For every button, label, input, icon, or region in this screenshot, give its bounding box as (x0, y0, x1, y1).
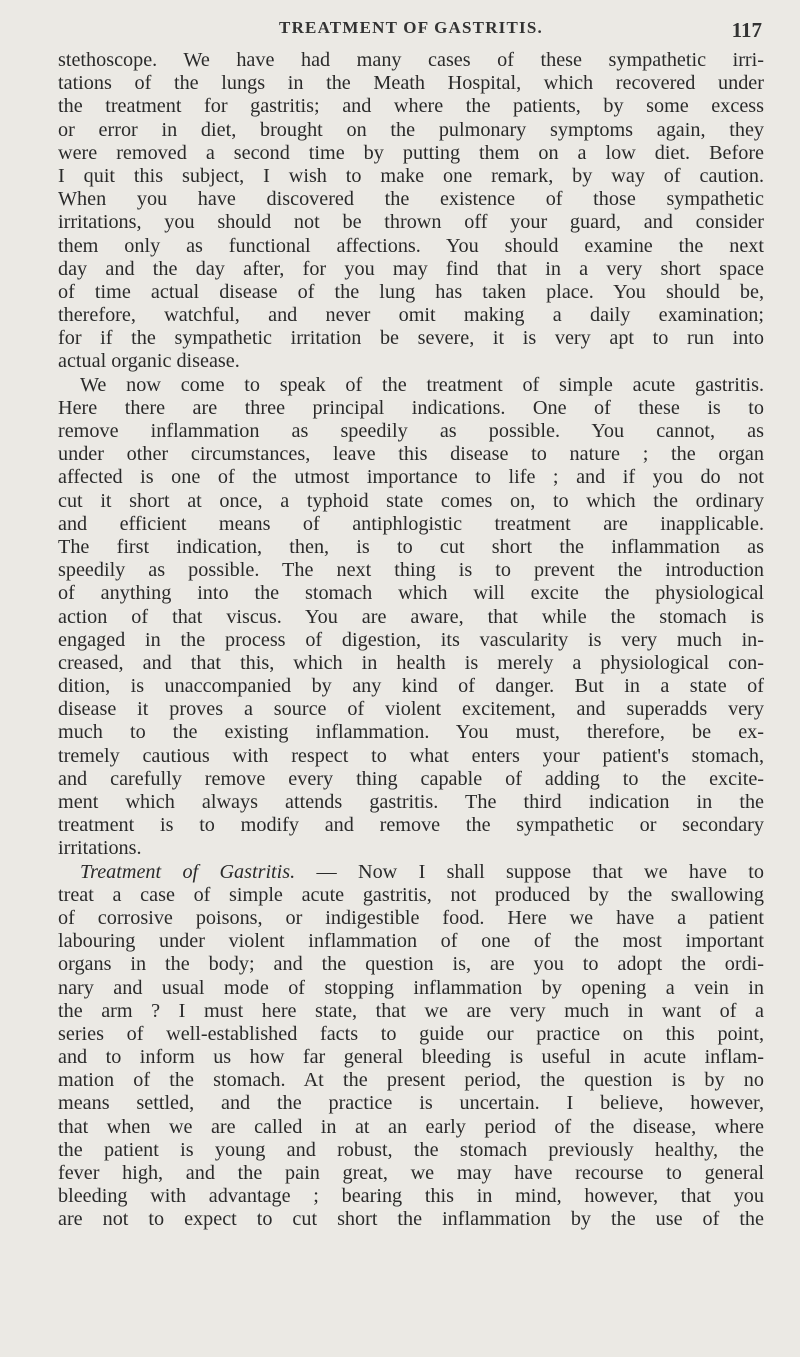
line-text: stethoscope. We have had many cases of these sympathetic irri- (58, 49, 764, 71)
line-text: organs in the body; and the question is, are you to adopt the ordi- (58, 953, 764, 976)
line-text: When you have discovered the existence of those sympathetic (58, 188, 764, 211)
text-line (58, 930, 764, 953)
line-text: engaged in the process of digestion, its vascularity is very much in- (58, 628, 764, 651)
text-line (58, 652, 764, 675)
text-line (58, 675, 764, 698)
text-line (58, 814, 764, 837)
text-line (58, 629, 764, 652)
line-text: the treatment for gastritis; and where the patients, by some excess (58, 95, 764, 118)
text-line (58, 188, 764, 211)
text-line (58, 95, 764, 118)
text-line (58, 1046, 764, 1069)
text-line (58, 258, 764, 281)
text-line (58, 420, 764, 443)
text-line (58, 721, 764, 744)
text-line (58, 211, 764, 234)
line-text: action of that viscus. You are aware, that while the stomach is (58, 605, 764, 628)
line-text: of corrosive poisons, or indigestible food. Here we have a patient (58, 906, 764, 929)
text-line (58, 582, 764, 605)
line-text: I quit this subject, I wish to make one remark, by way of caution. (58, 164, 764, 187)
text-line (58, 235, 764, 258)
line-text: under other circumstances, leave this disease to nature ; the organ (58, 443, 764, 466)
text-line (58, 745, 764, 768)
line-text: speedily as possible. The next thing is to prevent the introduction (58, 559, 764, 582)
line-text: tations of the lungs in the Meath Hospital, which recovered under (58, 72, 764, 95)
text-line (58, 119, 764, 142)
text-line (58, 466, 764, 489)
line-text: treatment is to modify and remove the sympathetic or secondary (58, 814, 764, 837)
text-line (58, 304, 764, 327)
text-line (58, 49, 764, 72)
text-line (58, 350, 764, 373)
text-line (58, 953, 764, 976)
line-text: were removed a second time by putting them on a low diet. Before (58, 141, 764, 164)
line-text: bleeding with advantage ; bearing this in mind, however, that you (58, 1185, 764, 1208)
page-number: 117 (731, 18, 762, 42)
text-line (58, 1000, 764, 1023)
text-line (58, 698, 764, 721)
text-line (58, 606, 764, 629)
line-text: the patient is young and robust, the stomach previously healthy, the (58, 1138, 764, 1161)
line-text: labouring under violent inflammation of one of the most important (58, 930, 764, 953)
line-text: creased, and that this, which in health is merely a physiological con- (58, 651, 764, 674)
line-text: irritations. (58, 837, 142, 860)
line-text: the arm ? I must here state, that we are very much in want of a (58, 999, 764, 1022)
text-line (58, 837, 764, 860)
section-heading: Treatment of Gastritis. (80, 860, 296, 883)
text-line (58, 165, 764, 188)
text-line (58, 443, 764, 466)
line-text: day and the day after, for you may find that in a very short space (58, 257, 764, 280)
text-line (58, 142, 764, 165)
text-line (58, 884, 764, 907)
line-text: — Now I shall suppose that we have to (295, 860, 764, 883)
text-line (58, 1139, 764, 1162)
text-line (58, 490, 764, 513)
text-line (58, 397, 764, 420)
running-head (58, 18, 764, 48)
line-text: mation of the stomach. At the present period, the question is by no (58, 1069, 764, 1092)
line-text: irritations, you should not be thrown off your guard, and consider (58, 211, 764, 234)
line-text: remove inflammation as speedily as possible. You cannot, as (58, 420, 764, 442)
line-text: series of well-established facts to guide our practice on this point, (58, 1022, 764, 1045)
text-line (58, 977, 764, 1000)
line-text: Here there are three principal indications. One of these is to (58, 396, 764, 419)
line-text: actual organic disease. (58, 350, 240, 373)
text-line (58, 559, 764, 582)
line-text: them only as functional affections. You should examine the next (58, 234, 764, 257)
line-text: treat a case of simple acute gastritis, not produced by the swallowing (58, 883, 764, 906)
text-line (58, 1023, 764, 1046)
line-text: much to the existing inflammation. You must, therefore, be ex- (58, 721, 764, 744)
line-text: of anything into the stomach which will excite the physiological (58, 582, 764, 605)
line-text: disease it proves a source of violent excitement, and superadds very (58, 698, 764, 721)
line-text: that when we are called in at an early period of the disease, where (58, 1115, 764, 1138)
text-line (58, 768, 764, 791)
line-text: and efficient means of antiphlogistic treatment are inapplicable. (58, 512, 764, 535)
text-line (58, 907, 764, 930)
line-text: nary and usual mode of stopping inflammation by opening a vein in (58, 976, 764, 999)
body-text (58, 49, 764, 1232)
text-line (58, 327, 764, 350)
text-line (58, 1185, 764, 1208)
text-line (58, 374, 764, 397)
text-line (58, 281, 764, 304)
text-line (58, 513, 764, 536)
line-text: of time actual disease of the lung has taken place. You should be, (58, 280, 764, 303)
line-text: We now come to speak of the treatment of simple acute gastritis. (80, 373, 764, 396)
line-text: means settled, and the practice is uncertain. I believe, however, (58, 1092, 764, 1115)
text-line (58, 791, 764, 814)
text-line (58, 1069, 764, 1092)
line-text: cut it short at once, a typhoid state comes on, to which the ordinary (58, 489, 764, 512)
line-text: or error in diet, brought on the pulmonary symptoms again, they (58, 118, 764, 141)
running-title: TREATMENT OF GASTRITIS. (279, 18, 543, 37)
line-text: are not to expect to cut short the inflammation by the use of the (58, 1208, 764, 1231)
line-text: tremely cautious with respect to what enters your patient's stomach, (58, 744, 764, 767)
text-line (58, 72, 764, 95)
line-text: for if the sympathetic irritation be severe, it is very apt to run into (58, 327, 764, 350)
text-line (58, 861, 764, 884)
line-text: therefore, watchful, and never omit making a daily examination; (58, 304, 764, 327)
text-line (58, 1092, 764, 1115)
line-text: fever high, and the pain great, we may have recourse to general (58, 1162, 764, 1184)
text-line (58, 1116, 764, 1139)
line-text: ment which always attends gastritis. The third indication in the (58, 791, 764, 813)
line-text: affected is one of the utmost importance to life ; and if you do not (58, 466, 764, 489)
text-line (58, 1162, 764, 1185)
line-text: and to inform us how far general bleeding is useful in acute inflam- (58, 1046, 764, 1069)
text-line (58, 1208, 764, 1231)
line-text: The first indication, then, is to cut short the inflammation as (58, 535, 764, 558)
text-line (58, 536, 764, 559)
line-text: and carefully remove every thing capable of adding to the excite- (58, 767, 764, 790)
line-text: dition, is unaccompanied by any kind of danger. But in a state of (58, 675, 764, 698)
